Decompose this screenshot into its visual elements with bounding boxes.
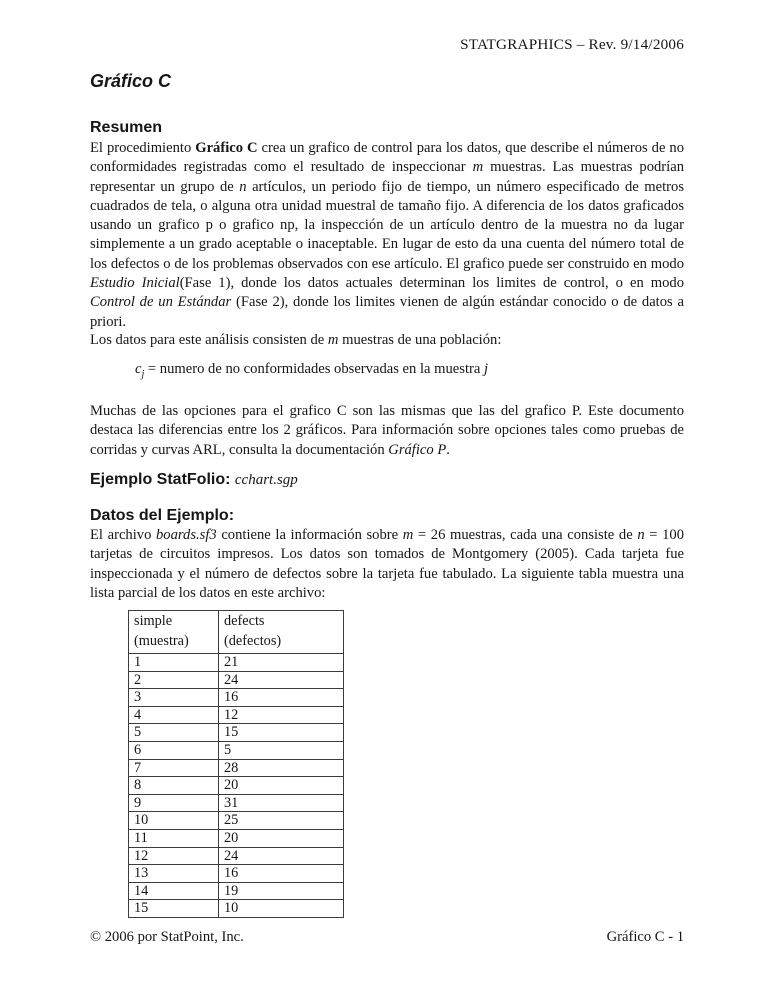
- sample-cell: 6: [129, 741, 219, 759]
- defects-cell: 25: [219, 812, 344, 830]
- sample-cell: 13: [129, 865, 219, 883]
- defects-cell: 20: [219, 777, 344, 795]
- column-header-sample: [129, 611, 219, 654]
- defects-cell: 10: [219, 900, 344, 918]
- footer-copyright: © 2006 por StatPoint, Inc.: [90, 929, 244, 945]
- formula-index: j: [484, 361, 489, 377]
- page-footer: [90, 929, 684, 946]
- defects-cell: 28: [219, 759, 344, 777]
- column-header-defects: [219, 611, 344, 654]
- table-row: [129, 882, 344, 900]
- paragraph-text-italic: boards.sf3: [156, 527, 217, 543]
- table-row: [129, 759, 344, 777]
- paragraph-text: artículos, un periodo fijo de tiempo, un número especificado de metros cuadrados de tela, o alguna otra unidad muestral de tamaño fijo. A diferencia de los datos graficados usando un grafico p o grafico np, la inspección de un artículo dentro de la muestra no da lugar simplemente a un grado aceptable o inaceptable. En lugar de esto da una cuenta del número total de los defectos o de los problemas observados con ese artículo. El grafico puede ser construido en modo: [90, 178, 685, 272]
- sample-cell: 9: [129, 794, 219, 812]
- paragraph-resumen: [90, 139, 684, 332]
- paragraph-text-italic: Gráfico P: [388, 441, 447, 458]
- sample-cell: 11: [129, 829, 219, 847]
- defects-cell: 20: [219, 829, 344, 847]
- defects-cell: 16: [219, 865, 344, 883]
- paragraph-text: muestras de una población:: [338, 332, 502, 348]
- heading-datos-ejemplo: Datos del Ejemplo:: [90, 507, 235, 524]
- table-row: [129, 900, 344, 918]
- paragraph-text-italic: m: [402, 527, 414, 543]
- table-row: [129, 794, 344, 812]
- defects-cell: 21: [219, 654, 344, 672]
- column-header-line: defects: [224, 613, 265, 629]
- section-heading-resumen: Resumen: [90, 119, 163, 136]
- column-header-line: simple: [134, 613, 173, 629]
- paragraph-text: crea un grafico de control para los datos, que describe el números de no conformidades registradas como el resultado de inspeccionar: [90, 140, 684, 176]
- sample-cell: 15: [129, 900, 219, 918]
- sample-cell: 7: [129, 759, 219, 777]
- heading-label: Ejemplo StatFolio:: [90, 471, 235, 488]
- table-row: [129, 689, 344, 707]
- paragraph-text-bold: Gráfico C: [195, 140, 258, 156]
- table-row: [129, 654, 344, 672]
- paragraph-text: El procedimiento: [90, 140, 196, 156]
- footer-page-number: Gráfico C - 1: [606, 929, 684, 945]
- paragraph-text-italic: Control de un Estándar: [90, 294, 232, 311]
- formula-subscript: j: [141, 368, 145, 380]
- sample-cell: 2: [129, 671, 219, 689]
- paragraph-text: muestras. Las muestras podrían representar un grupo de: [90, 159, 684, 195]
- defects-cell: 24: [219, 671, 344, 689]
- table-row: [129, 812, 344, 830]
- column-header-line: (muestra): [134, 633, 189, 649]
- sample-cell: 3: [129, 689, 219, 707]
- paragraph-text: Muchas de las opciones para el grafico C son las mismas que las del grafico P. Este documento destaca las diferencias entre los 2 gráficos. Para información sobre opciones tales como pruebas de corridas y curvas ARL, consulta la documentación: [90, 403, 684, 458]
- statfolio-filename: cchart.sgp: [234, 472, 298, 488]
- paragraph-text: (Fase 2), donde los limites vienen de algún estándar conocido o de datos a priori.: [90, 294, 684, 330]
- sample-cell: 1: [129, 654, 219, 672]
- paragraph-text: El archivo: [90, 527, 156, 543]
- defects-cell: 19: [219, 882, 344, 900]
- paragraph-text-italic: n: [239, 178, 247, 195]
- formula-variable: c: [135, 361, 142, 377]
- sample-cell: 12: [129, 847, 219, 865]
- header-revision-text: STATGRAPHICS – Rev. 9/14/2006: [460, 36, 684, 53]
- defects-cell: 16: [219, 689, 344, 707]
- paragraph-text: contiene la información sobre: [216, 527, 403, 543]
- defects-cell: 12: [219, 706, 344, 724]
- data-table: [128, 610, 344, 918]
- table-row: [129, 724, 344, 742]
- paragraph-text-italic: Estudio Inicial: [90, 275, 180, 292]
- paragraph-text: = 26 muestras, cada una consiste de: [413, 527, 638, 543]
- defects-cell: 31: [219, 794, 344, 812]
- paragraph-text: Los datos para este análisis consisten de: [90, 332, 328, 348]
- paragraph-text: (Fase 1), donde los datos actuales determinan los limites de control, o en modo: [179, 275, 684, 292]
- paragraph-text-italic: m: [472, 159, 484, 176]
- formula-line: [135, 361, 675, 380]
- table-row: [129, 777, 344, 795]
- sample-cell: 10: [129, 812, 219, 830]
- table-row: [129, 865, 344, 883]
- sample-cell: 14: [129, 882, 219, 900]
- formula-text: = numero de no conformidades observadas en la muestra: [144, 361, 484, 377]
- table-row: [129, 671, 344, 689]
- table-row: [129, 706, 344, 724]
- paragraph-datos-ejemplo: [90, 526, 684, 603]
- paragraph-opciones: [90, 402, 684, 460]
- paragraph-text: .: [446, 441, 450, 458]
- table-header-row: [129, 611, 344, 654]
- defects-cell: 15: [219, 724, 344, 742]
- sample-cell: 8: [129, 777, 219, 795]
- heading-ejemplo-statfolio: [90, 471, 684, 489]
- table-row: [129, 847, 344, 865]
- paragraph-datos-intro: [90, 331, 684, 350]
- paragraph-text: = 100 tarjetas de circuitos impresos. Los datos son tomados de Montgomery (2005). Cada tarjeta fue inspeccionada y el número de defectos sobre la tarjeta fue tabulado. La siguiente tabla muestra una lista parcial de los datos en este archivo:: [90, 527, 684, 601]
- table-row: [129, 741, 344, 759]
- defects-cell: 24: [219, 847, 344, 865]
- paragraph-text-italic: n: [637, 527, 645, 543]
- defects-cell: 5: [219, 741, 344, 759]
- paragraph-text-italic: m: [327, 332, 339, 348]
- sample-cell: 4: [129, 706, 219, 724]
- table-row: [129, 829, 344, 847]
- column-header-line: (defectos): [224, 633, 282, 649]
- sample-cell: 5: [129, 724, 219, 742]
- page-title: Gráfico C: [90, 71, 172, 91]
